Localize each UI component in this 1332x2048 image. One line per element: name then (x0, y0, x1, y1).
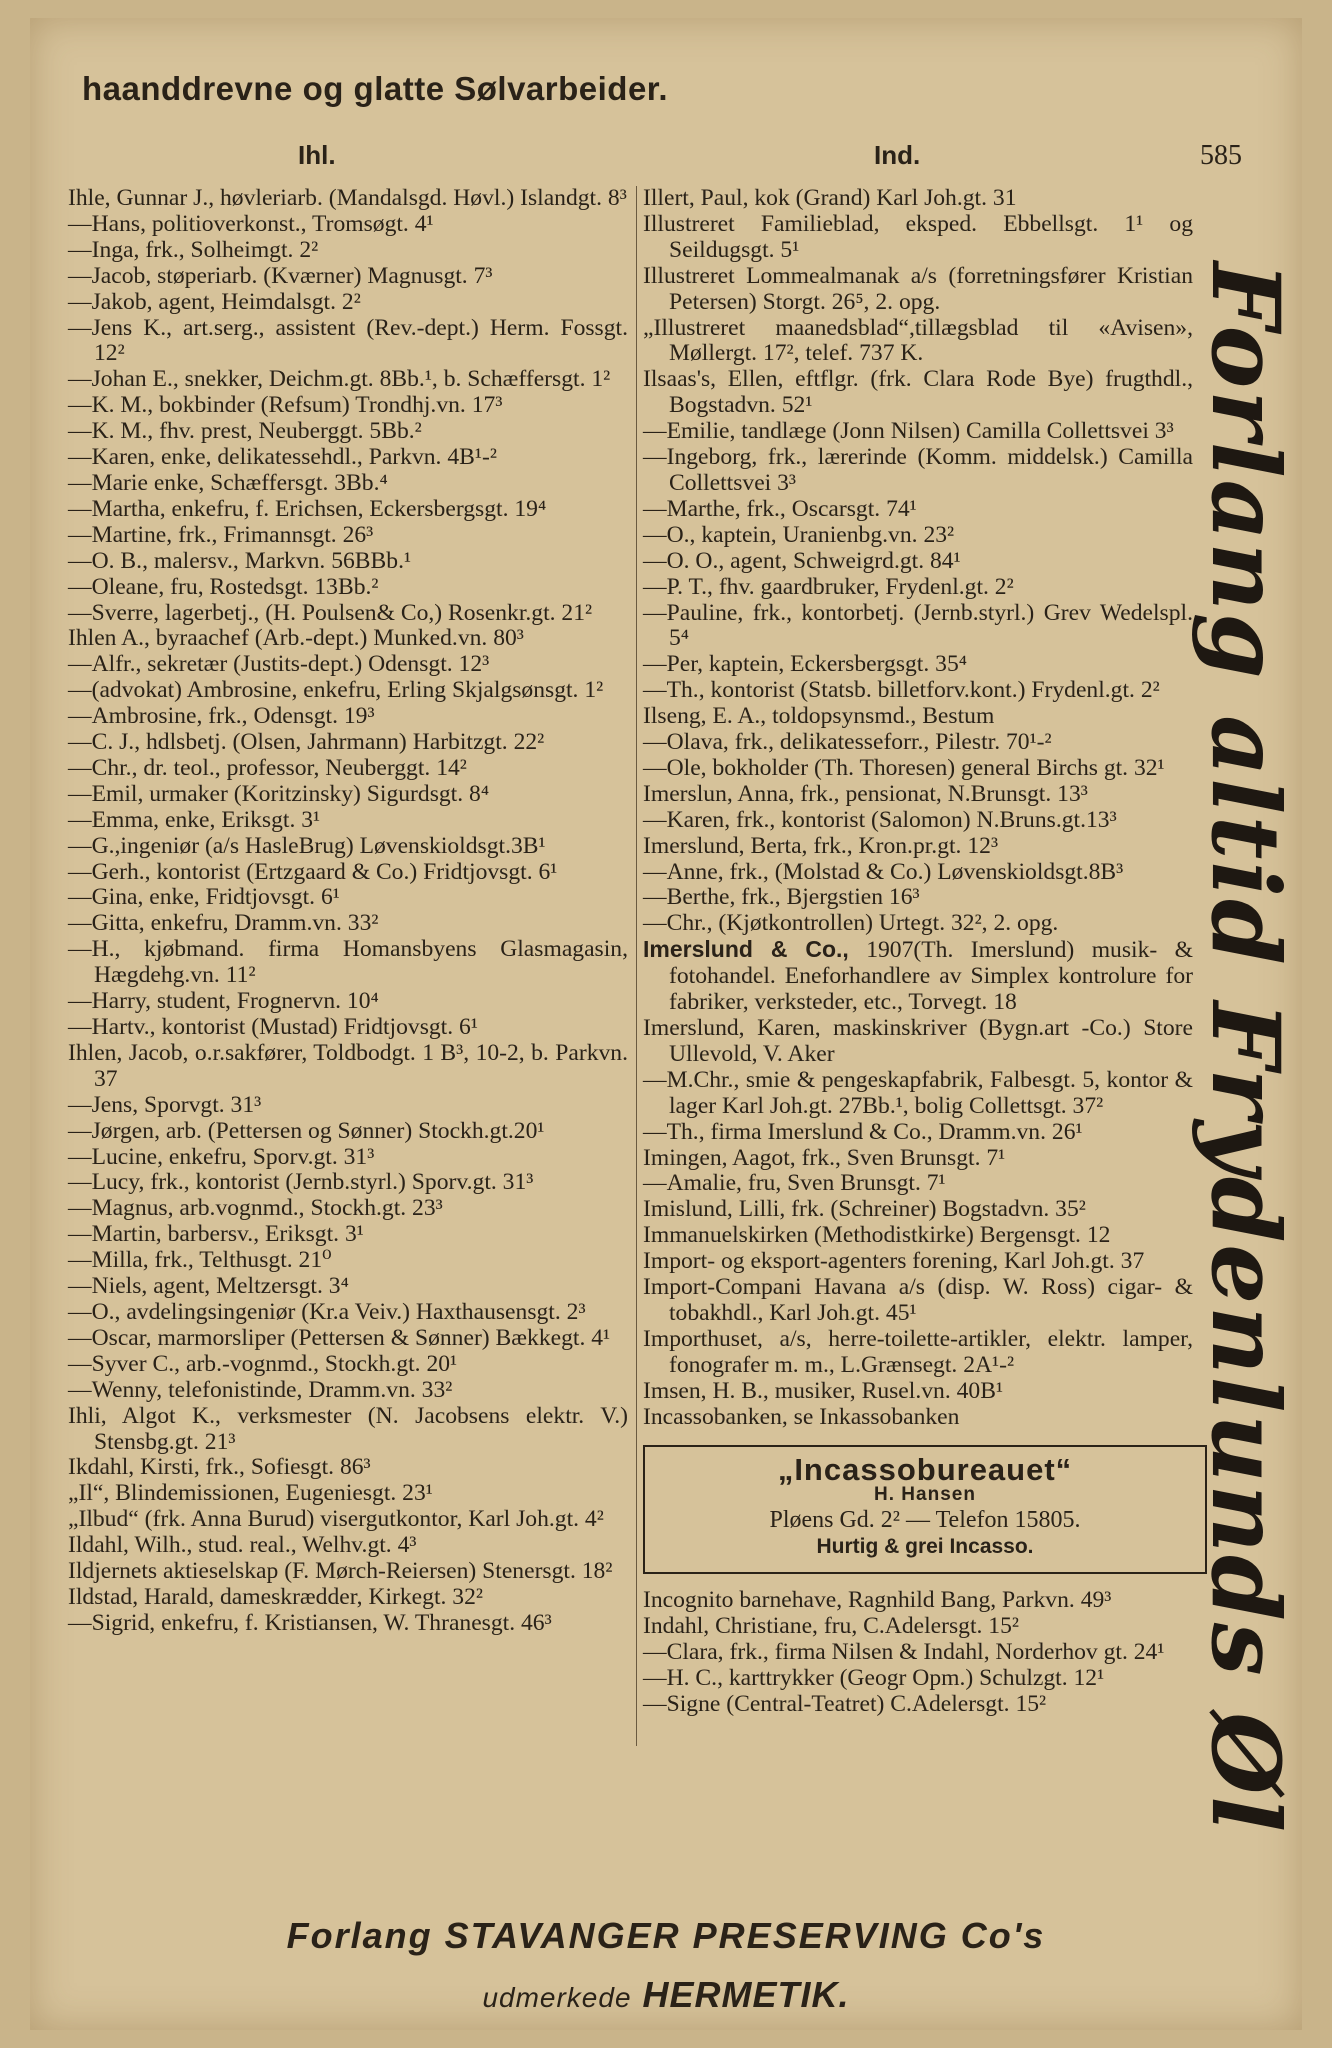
list-item: —Sverre, lagerbetj., (H. Poulsen& Co,) Rosenkr.gt. 21² (68, 599, 593, 626)
list-item: —Martha, enkefru, f. Erichsen, Eckersbergsgt. 19⁴ (68, 495, 547, 522)
list-item: —Clara, frk., firma Nilsen & Indahl, Norderhov gt. 24¹ (643, 1638, 1165, 1665)
column-divider (636, 186, 637, 1746)
list-item: —Johan E., snekker, Deichm.gt. 8Bb.¹, b. Schæffersgt. 1² (68, 366, 611, 393)
list-item: Imislund, Lilli, frk. (Schreiner) Bogstadvn. 35² (643, 1196, 1086, 1223)
list-item: Ihlen, Jacob, o.r.sakfører, Toldbodgt. 1 B³, 10-2, b. Parkvn. 37 (68, 1039, 628, 1092)
list-item: —Gina, enke, Fridtjovsgt. 6¹ (68, 884, 340, 911)
list-item: —Karen, frk., kontorist (Salomon) N.Bruns.gt.13³ (643, 806, 1117, 833)
list-item: Imerslund, Berta, frk., Kron.pr.gt. 12³ (643, 832, 999, 859)
list-item: —Sigrid, enkefru, f. Kristiansen, W. Thranesgt. 46³ (68, 1609, 552, 1636)
list-item: Ihlen A., byraachef (Arb.-dept.) Munked.vn. 80³ (68, 625, 524, 652)
list-item: —G.,ingeniør (a/s HasleBrug) Løvenskioldsgt.3B¹ (68, 832, 546, 859)
firm-name: Imerslund & Co., (643, 936, 849, 963)
list-item: —Syver C., arb.-vognmd., Stockh.gt. 20¹ (68, 1350, 458, 1377)
list-item: —Olava, frk., delikatesseforr., Pilestr. 70¹-² (643, 729, 1052, 756)
right-column-heading: Ind. (874, 140, 921, 170)
list-item: —Milla, frk., Telthusgt. 21⁰ (68, 1247, 332, 1274)
directory-page (30, 18, 1302, 2030)
list-item: —Pauline, frk., kontorbetj. (Jernb.styrl.) Grev Wedelspl. 5⁴ (643, 599, 1193, 652)
list-item: Immanuelskirken (Methodistkirke) Bergensgt. 12 (643, 1222, 1111, 1249)
list-item: Imingen, Aagot, frk., Sven Brunsgt. 7¹ (643, 1144, 1006, 1171)
list-item: —H. C., karttrykker (Geogr Opm.) Schulzgt. 12¹ (643, 1664, 1105, 1691)
list-item: —O. B., malersv., Markvn. 56BBb.¹ (68, 547, 412, 574)
footer-small-text: udmerkede (482, 1982, 632, 2013)
list-item: —Emil, urmaker (Koritzinsky) Sigurdsgt. 8⁴ (68, 780, 490, 807)
page-number: 585 (1200, 140, 1242, 171)
list-item: —Jacob, støperiarb. (Kværner) Magnusgt. 7³ (68, 262, 493, 289)
list-item: Ikdahl, Kirsti, frk., Sofiesgt. 86³ (68, 1454, 371, 1481)
list-item: —H., kjøbmand. firma Homansbyens Glasmagasin, Hægdehg.vn. 11² (68, 936, 628, 989)
list-item: —Ambrosine, frk., Odensgt. 19³ (68, 703, 375, 730)
list-item: „Ilbud“ (frk. Anna Burud) visergutkontor, Karl Joh.gt. 4² (68, 1506, 604, 1533)
left-column-heading: Ihl. (298, 140, 336, 170)
incasso-advertisement (643, 1445, 1207, 1575)
list-item: —Th., firma Imerslund & Co., Dramm.vn. 26¹ (643, 1118, 1083, 1145)
list-item: —Karen, enke, delikatessehdl., Parkvn. 4B¹-² (68, 444, 497, 471)
list-item: —Th., kontorist (Statsb. billetforv.kont.) Frydenl.gt. 2² (643, 677, 1160, 704)
list-item: —Oscar, marmorsliper (Pettersen & Sønner) Bækkegt. 4¹ (68, 1324, 611, 1351)
footer-advertisement-line1: Forlang STAVANGER PRESERVING Co's (286, 1915, 1046, 1956)
list-item: —Hans, politioverkonst., Tromsøgt. 4¹ (68, 210, 434, 237)
list-item: Imerslun, Anna, frk., pensionat, N.Brunsgt. 13³ (643, 780, 1088, 807)
list-item: Ildstad, Harald, dameskrædder, Kirkegt. 32² (68, 1583, 483, 1610)
ad-owner: H. Hansen (874, 1484, 976, 1506)
list-item: Incognito barnehave, Ragnhild Bang, Parkvn. 49³ (643, 1587, 1112, 1614)
ad-slogan: Hurtig & grei Incasso. (816, 1535, 1034, 1559)
ad-address: Pløens Gd. 2² — Telefon 15805. (769, 1507, 1081, 1534)
list-item: Import- og eksport-agenters forening, Karl Joh.gt. 37 (643, 1248, 1145, 1275)
list-item: —Ingeborg, frk., lærerinde (Komm. middelsk.) Camilla Collettsvei 3³ (643, 444, 1193, 496)
footer-advertisement-line2 (30, 1974, 1302, 2016)
list-item: —O., kaptein, Uranienbg.vn. 23² (643, 521, 955, 548)
list-item: —P. T., fhv. gaardbruker, Frydenl.gt. 2² (643, 573, 1014, 600)
list-item: Imerslund, Karen, maskinskriver (Bygn.art -Co.) Store Ullevold, V. Aker (643, 1015, 1193, 1067)
list-item: —Chr., (Kjøtkontrollen) Urtegt. 32², 2. opg. (643, 910, 1059, 937)
list-item: —K. M., bokbinder (Refsum) Trondhj.vn. 17³ (68, 392, 503, 419)
header-advertisement: haanddrevne og glatte Sølvarbeider. (82, 70, 668, 107)
list-item: —Per, kaptein, Eckersbergsgt. 35⁴ (643, 651, 967, 678)
right-entries-mid (643, 1016, 1193, 1431)
list-item: —Jens, Sporvgt. 31³ (68, 1091, 262, 1118)
list-item: —Gerh., kontorist (Ertzgaard & Co.) Fridtjovsgt. 6¹ (68, 858, 558, 885)
list-item: —K. M., fhv. prest, Neuberggt. 5Bb.² (68, 418, 422, 445)
list-item: Ilsaas's, Ellen, eftflgr. (frk. Clara Rode Bye) frugthdl., Bogstadvn. 52¹ (643, 366, 1193, 419)
list-item: —Hartv., kontorist (Mustad) Fridtjovsgt. 6¹ (68, 1014, 478, 1040)
list-item: Imsen, H. B., musiker, Rusel.vn. 40B¹ (643, 1377, 1004, 1404)
list-item: —Marie enke, Schæffersgt. 3Bb.⁴ (68, 469, 388, 496)
list-item: —Alfr., sekretær (Justits-dept.) Odensgt. 12³ (68, 651, 490, 678)
list-item: —Signe (Central-Teatret) C.Adelersgt. 15² (643, 1690, 1047, 1717)
list-item: —Gitta, enkefru, Dramm.vn. 33² (68, 910, 379, 937)
list-item: —Oleane, fru, Rostedsgt. 13Bb.² (68, 573, 379, 600)
list-item: „Il“, Blindemissionen, Eugeniesgt. 23¹ (68, 1480, 433, 1507)
list-item: —O. O., agent, Schweigrd.gt. 84¹ (643, 547, 961, 574)
list-item: —Magnus, arb.vognmd., Stockh.gt. 23³ (68, 1195, 443, 1222)
list-item: Ildahl, Wilh., stud. real., Welhv.gt. 4³ (68, 1532, 417, 1559)
list-item: —Inga, frk., Solheimgt. 2² (68, 236, 319, 263)
list-item: —Ole, bokholder (Th. Thoresen) general Birchs gt. 32¹ (643, 754, 1165, 781)
list-item: —C. J., hdlsbetj. (Olsen, Jahrmann) Harbitzgt. 22² (68, 729, 545, 756)
list-item: —O., avdelingsingeniør (Kr.a Veiv.) Haxthausensgt. 2³ (68, 1298, 586, 1325)
list-item: —Jørgen, arb. (Pettersen og Sønner) Stockh.gt.20¹ (68, 1117, 545, 1144)
list-item: —Lucine, enkefru, Sporv.gt. 31³ (68, 1143, 375, 1170)
list-item: —Emilie, tandlæge (Jonn Nilsen) Camilla Collettsvei 3³ (643, 418, 1174, 445)
list-item: —Emma, enke, Eriksgt. 3¹ (68, 806, 321, 833)
right-column (643, 186, 1193, 1718)
list-item: Ildjernets aktieselskap (F. Mørch-Reiersen) Stenersgt. 18² (68, 1558, 613, 1585)
list-item: —Harry, student, Frognervn. 10⁴ (68, 988, 379, 1015)
right-entries-top (643, 186, 1193, 937)
right-entries-bottom (643, 1588, 1193, 1718)
list-item: Incassobanken, se Inkassobanken (643, 1403, 960, 1430)
list-item: —Martine, frk., Frimannsgt. 26³ (68, 521, 374, 548)
list-item: —Jens K., art.serg., assistent (Rev.-dept.) Herm. Fossgt. 12² (68, 314, 628, 367)
list-item: Import-Compani Havana a/s (disp. W. Ross) cigar- & tobakhdl., Karl Joh.gt. 45¹ (643, 1274, 1193, 1326)
list-item: Ihle, Gunnar J., høvleriarb. (Mandalsgd. Høvl.) Islandgt. 8³ (68, 185, 627, 211)
list-item: Importhuset, a/s, herre-toilette-artikler, elektr. lamper, fonografer m. m., L.Grænsegt. 2A¹-² (643, 1325, 1193, 1378)
ad-title: „Incassobureauet“ (777, 1451, 1073, 1487)
list-item: —Martin, barbersv., Eriksgt. 3¹ (68, 1221, 364, 1248)
list-item (643, 937, 1193, 1016)
list-item: Illert, Paul, kok (Grand) Karl Joh.gt. 31 (643, 185, 1017, 211)
list-item: „Illustreret maanedsblad“,tillægsblad til «Avisen», Møllergt. 17², telef. 737 K. (643, 314, 1193, 367)
list-item: —M.Chr., smie & pengeskapfabrik, Falbesgt. 5, kontor & lager Karl Joh.gt. 27Bb.¹, bolig Collettsgt. 37² (643, 1066, 1193, 1119)
list-item: Indahl, Christiane, fru, C.Adelersgt. 15² (643, 1613, 1019, 1640)
list-item: —Berthe, frk., Bjergstien 16³ (643, 884, 920, 911)
list-item: —Jakob, agent, Heimdalsgt. 2² (68, 288, 361, 315)
list-item: Illustreret Familieblad, eksped. Ebbellsgt. 1¹ og Seildugsgt. 5¹ (643, 210, 1193, 263)
list-item: —Marthe, frk., Oscarsgt. 74¹ (643, 495, 917, 522)
list-item: Illustreret Lommealmanak a/s (forretningsfører Kristian Petersen) Storgt. 26⁵, 2. opg. (643, 262, 1193, 315)
list-item: —Lucy, frk., kontorist (Jernb.styrl.) Sporv.gt. 31³ (68, 1169, 534, 1196)
vertical-advertisement (1185, 262, 1305, 1834)
list-item: —Wenny, telefonistinde, Dramm.vn. 33² (68, 1376, 453, 1403)
list-item: Ilseng, E. A., toldopsynsmd., Bestum (643, 703, 995, 730)
list-item: —(advokat) Ambrosine, enkefru, Erling Skjalgsønsgt. 1² (68, 677, 604, 704)
firm-details: 1907(Th. Imerslund) musik- & fotohandel. Eneforhandlere av Simplex kontrolure for fabriker, verksteder, etc., Torvegt. 18 (669, 937, 1193, 1016)
list-item: —Amalie, fru, Sven Brunsgt. 7¹ (643, 1170, 946, 1197)
list-item: —Chr., dr. teol., professor, Neuberggt. 14² (68, 754, 467, 781)
list-item: —Niels, agent, Meltzersgt. 3⁴ (68, 1273, 349, 1300)
vertical-ad-text: Forlang altid Frydenlunds Øl (1190, 262, 1300, 1834)
left-column (68, 186, 628, 1637)
list-item: Ihli, Algot K., verksmester (N. Jacobsens elektr. V.) Stensbg.gt. 21³ (68, 1402, 628, 1455)
footer-big-text: HERMETIK. (642, 1974, 850, 2015)
list-item: —Anne, frk., (Molstad & Co.) Løvenskioldsgt.8B³ (643, 858, 1124, 885)
